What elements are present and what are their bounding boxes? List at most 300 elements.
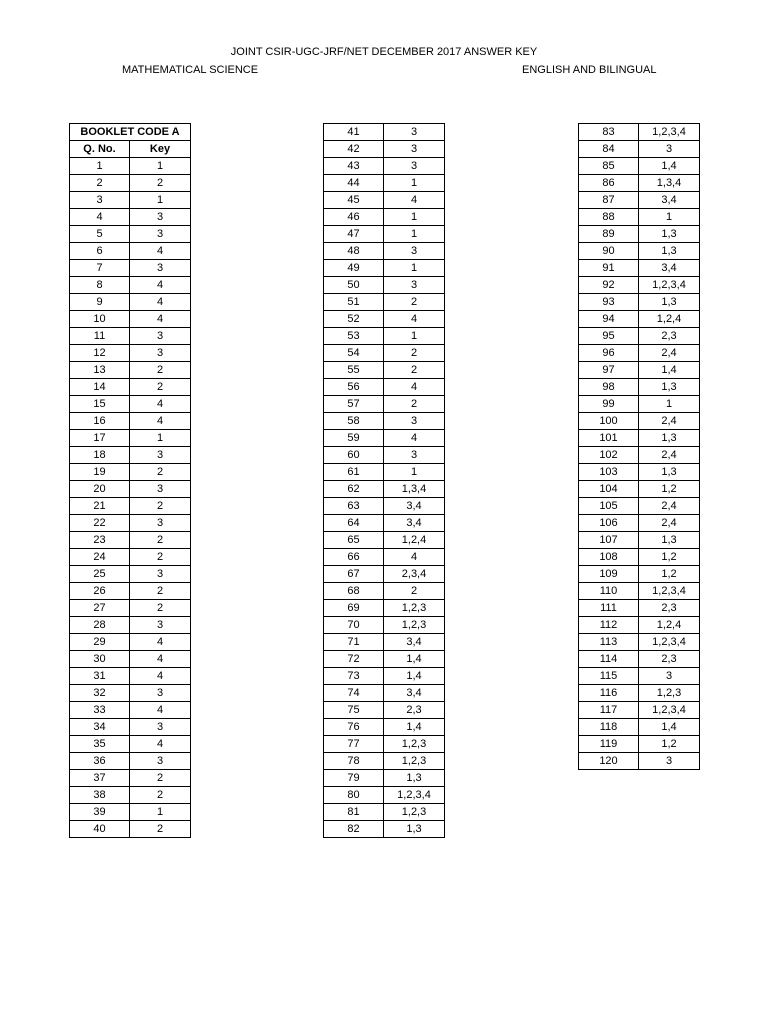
- question-number-cell: 97: [579, 362, 639, 379]
- answer-key-cell: 3: [130, 481, 191, 498]
- answer-key-cell: 3,4: [384, 634, 445, 651]
- column-header-row: [70, 141, 191, 158]
- answer-key-cell: 3: [130, 617, 191, 634]
- table-row: [324, 124, 445, 141]
- answer-key-cell: 2,3,4: [384, 566, 445, 583]
- question-number-cell: 73: [324, 668, 384, 685]
- question-number-cell: 59: [324, 430, 384, 447]
- answer-key-cell: 3: [130, 719, 191, 736]
- question-number-cell: 19: [70, 464, 130, 481]
- table-row: [70, 668, 191, 685]
- answer-key-cell: 3: [384, 124, 445, 141]
- question-number-cell: 77: [324, 736, 384, 753]
- answer-key-table-3: [578, 123, 700, 770]
- answer-key-cell: 1: [639, 209, 700, 226]
- table-row: [70, 226, 191, 243]
- table-row: [579, 430, 700, 447]
- table-row: [579, 600, 700, 617]
- answer-key-cell: 4: [130, 277, 191, 294]
- answer-key-cell: 3: [130, 328, 191, 345]
- question-number-cell: 5: [70, 226, 130, 243]
- answer-key-cell: 3: [130, 566, 191, 583]
- table-row: [324, 311, 445, 328]
- question-number-cell: 75: [324, 702, 384, 719]
- answer-key-cell: 3: [130, 209, 191, 226]
- answer-key-cell: 1,4: [639, 719, 700, 736]
- answer-key-cell: 3: [130, 345, 191, 362]
- answer-key-cell: 4: [130, 736, 191, 753]
- answer-key-cell: 2: [130, 532, 191, 549]
- answer-key-cell: 1,3: [639, 243, 700, 260]
- table-row: [324, 277, 445, 294]
- table-row: [70, 719, 191, 736]
- table-row: [324, 209, 445, 226]
- question-number-cell: 64: [324, 515, 384, 532]
- answer-key-cell: 4: [130, 413, 191, 430]
- table-row: [70, 328, 191, 345]
- question-number-cell: 99: [579, 396, 639, 413]
- answer-key-cell: 1: [384, 175, 445, 192]
- answer-key-cell: 1,2,4: [639, 311, 700, 328]
- question-number-cell: 11: [70, 328, 130, 345]
- table-row: [324, 379, 445, 396]
- answer-key-cell: 1,2,3: [384, 600, 445, 617]
- table-row: [324, 634, 445, 651]
- question-number-cell: 58: [324, 413, 384, 430]
- table-row: [324, 821, 445, 838]
- answer-key-cell: 4: [130, 702, 191, 719]
- answer-key-cell: 1,3,4: [639, 175, 700, 192]
- question-number-cell: 25: [70, 566, 130, 583]
- answer-key-cell: 3,4: [639, 260, 700, 277]
- table-row: [579, 226, 700, 243]
- table-row: [70, 311, 191, 328]
- answer-key-cell: 1: [130, 430, 191, 447]
- question-number-cell: 96: [579, 345, 639, 362]
- table-row: [579, 141, 700, 158]
- table-row: [70, 260, 191, 277]
- table-row: [324, 430, 445, 447]
- answer-key-cell: 4: [384, 192, 445, 209]
- question-number-cell: 117: [579, 702, 639, 719]
- question-number-cell: 82: [324, 821, 384, 838]
- answer-key-cell: 4: [130, 668, 191, 685]
- answer-key-cell: 2: [130, 498, 191, 515]
- table-row: [324, 515, 445, 532]
- question-number-cell: 104: [579, 481, 639, 498]
- table-row: [70, 549, 191, 566]
- answer-key-cell: 3,4: [384, 515, 445, 532]
- table-row: [579, 651, 700, 668]
- table-row: [70, 175, 191, 192]
- question-number-cell: 32: [70, 685, 130, 702]
- answer-key-cell: 2,3: [639, 651, 700, 668]
- question-number-cell: 34: [70, 719, 130, 736]
- question-number-cell: 67: [324, 566, 384, 583]
- table-row: [579, 498, 700, 515]
- answer-key-cell: 1,2,3: [384, 736, 445, 753]
- question-number-cell: 23: [70, 532, 130, 549]
- question-number-cell: 84: [579, 141, 639, 158]
- table-row: [70, 617, 191, 634]
- table-row: [70, 481, 191, 498]
- question-number-cell: 46: [324, 209, 384, 226]
- table-row: [324, 668, 445, 685]
- question-number-cell: 108: [579, 549, 639, 566]
- answer-key-cell: 2: [384, 362, 445, 379]
- answer-key-table-2: [323, 123, 445, 838]
- table-row: [70, 498, 191, 515]
- answer-key-cell: 1,2: [639, 736, 700, 753]
- question-number-cell: 6: [70, 243, 130, 260]
- answer-key-cell: 2,4: [639, 413, 700, 430]
- answer-key-cell: 1: [130, 192, 191, 209]
- answer-key-cell: 3,4: [639, 192, 700, 209]
- document-title: JOINT CSIR-UGC-JRF/NET DECEMBER 2017 ANSWER KEY: [230, 46, 538, 58]
- table-row: [324, 464, 445, 481]
- answer-key-cell: 1: [639, 396, 700, 413]
- answer-key-cell: 2: [130, 362, 191, 379]
- answer-key-cell: 3: [130, 260, 191, 277]
- table-row: [579, 294, 700, 311]
- answer-key-cell: 1,2,3,4: [639, 124, 700, 141]
- table-row: [70, 158, 191, 175]
- table-row: [324, 294, 445, 311]
- table-row: [70, 753, 191, 770]
- question-number-cell: 52: [324, 311, 384, 328]
- qno-column-header: Q. No.: [70, 141, 130, 158]
- question-number-cell: 53: [324, 328, 384, 345]
- answer-key-cell: 2,3: [639, 600, 700, 617]
- table-row: [579, 447, 700, 464]
- table-row: [579, 362, 700, 379]
- answer-key-cell: 1,4: [384, 668, 445, 685]
- question-number-cell: 7: [70, 260, 130, 277]
- question-number-cell: 61: [324, 464, 384, 481]
- answer-key-cell: 1: [130, 158, 191, 175]
- answer-key-cell: 1,2,4: [639, 617, 700, 634]
- answer-key-cell: 4: [130, 651, 191, 668]
- answer-key-cell: 4: [130, 396, 191, 413]
- answer-key-cell: 1,3: [384, 821, 445, 838]
- answer-key-cell: 2: [384, 583, 445, 600]
- table-row: [579, 566, 700, 583]
- table-row: [579, 124, 700, 141]
- question-number-cell: 12: [70, 345, 130, 362]
- answer-key-cell: 1,3: [639, 379, 700, 396]
- question-number-cell: 71: [324, 634, 384, 651]
- table-row: [324, 532, 445, 549]
- answer-key-cell: 2,4: [639, 447, 700, 464]
- question-number-cell: 120: [579, 753, 639, 770]
- question-number-cell: 39: [70, 804, 130, 821]
- answer-key-cell: 2: [130, 583, 191, 600]
- question-number-cell: 47: [324, 226, 384, 243]
- question-number-cell: 16: [70, 413, 130, 430]
- table-row: [579, 617, 700, 634]
- answer-key-cell: 1,2,3,4: [639, 583, 700, 600]
- question-number-cell: 113: [579, 634, 639, 651]
- question-number-cell: 28: [70, 617, 130, 634]
- answer-key-cell: 1,2,3: [384, 804, 445, 821]
- question-number-cell: 89: [579, 226, 639, 243]
- table-row: [579, 702, 700, 719]
- answer-key-cell: 2: [130, 175, 191, 192]
- answer-key-cell: 1: [384, 328, 445, 345]
- question-number-cell: 116: [579, 685, 639, 702]
- answer-key-cell: 2: [130, 464, 191, 481]
- key-column-header: Key: [130, 141, 191, 158]
- question-number-cell: 86: [579, 175, 639, 192]
- table-row: [70, 634, 191, 651]
- table-row: [324, 260, 445, 277]
- table-row: [324, 141, 445, 158]
- answer-key-cell: 4: [384, 311, 445, 328]
- table-row: [324, 651, 445, 668]
- answer-key-cell: 3: [130, 447, 191, 464]
- booklet-code-header: BOOKLET CODE A: [70, 124, 191, 141]
- answer-key-cell: 1,2,3,4: [639, 702, 700, 719]
- table-row: [70, 821, 191, 838]
- answer-key-cell: 3: [130, 685, 191, 702]
- question-number-cell: 8: [70, 277, 130, 294]
- question-number-cell: 63: [324, 498, 384, 515]
- table-row: [579, 736, 700, 753]
- table-row: [70, 294, 191, 311]
- table-row: [579, 158, 700, 175]
- table-row: [579, 634, 700, 651]
- table-row: [579, 243, 700, 260]
- table-row: [70, 345, 191, 362]
- table-row: [324, 787, 445, 804]
- answer-key-cell: 1,3: [384, 770, 445, 787]
- table-row: [579, 260, 700, 277]
- answer-key-cell: 3: [384, 413, 445, 430]
- question-number-cell: 30: [70, 651, 130, 668]
- question-number-cell: 1: [70, 158, 130, 175]
- answer-key-cell: 1,2,3: [384, 753, 445, 770]
- table-row: [70, 804, 191, 821]
- subject-label: MATHEMATICAL SCIENCE: [122, 64, 259, 76]
- table-row: [324, 702, 445, 719]
- question-number-cell: 40: [70, 821, 130, 838]
- table-row: [579, 549, 700, 566]
- table-row: [70, 413, 191, 430]
- answer-key-cell: 3: [384, 141, 445, 158]
- table-row: [70, 702, 191, 719]
- table-row: [70, 464, 191, 481]
- answer-key-cell: 1,4: [639, 362, 700, 379]
- question-number-cell: 44: [324, 175, 384, 192]
- table-row: [70, 379, 191, 396]
- answer-key-cell: 2: [130, 821, 191, 838]
- question-number-cell: 49: [324, 260, 384, 277]
- answer-key-cell: 1,2,3,4: [639, 634, 700, 651]
- question-number-cell: 62: [324, 481, 384, 498]
- answer-key-cell: 3: [384, 277, 445, 294]
- answer-key-cell: 2,4: [639, 345, 700, 362]
- answer-key-cell: 3: [130, 753, 191, 770]
- table-row: [324, 804, 445, 821]
- answer-key-cell: 1,4: [639, 158, 700, 175]
- question-number-cell: 66: [324, 549, 384, 566]
- answer-key-cell: 2,4: [639, 515, 700, 532]
- table-row: [324, 600, 445, 617]
- table-row: [579, 753, 700, 770]
- question-number-cell: 79: [324, 770, 384, 787]
- table-row: [70, 430, 191, 447]
- question-number-cell: 13: [70, 362, 130, 379]
- table-row: [579, 311, 700, 328]
- answer-key-cell: 1,3: [639, 430, 700, 447]
- answer-key-cell: 1,2,3,4: [384, 787, 445, 804]
- answer-key-cell: 2: [130, 600, 191, 617]
- question-number-cell: 33: [70, 702, 130, 719]
- question-number-cell: 45: [324, 192, 384, 209]
- table-row: [324, 396, 445, 413]
- answer-key-cell: 1,2: [639, 566, 700, 583]
- table-row: [579, 685, 700, 702]
- answer-key-cell: 3: [384, 243, 445, 260]
- question-number-cell: 37: [70, 770, 130, 787]
- answer-key-cell: 4: [384, 549, 445, 566]
- table-row: [324, 226, 445, 243]
- table-row: [579, 396, 700, 413]
- answer-key-cell: 1: [130, 804, 191, 821]
- answer-key-cell: 1,2,4: [384, 532, 445, 549]
- answer-key-cell: 2: [130, 787, 191, 804]
- table-row: [579, 668, 700, 685]
- question-number-cell: 115: [579, 668, 639, 685]
- table-row: [324, 498, 445, 515]
- answer-key-cell: 1,2: [639, 481, 700, 498]
- question-number-cell: 56: [324, 379, 384, 396]
- table-row: [324, 770, 445, 787]
- answer-key-cell: 3: [130, 226, 191, 243]
- answer-key-cell: 1,2,3: [384, 617, 445, 634]
- answer-key-cell: 1,2,3,4: [639, 277, 700, 294]
- answer-key-cell: 2: [384, 294, 445, 311]
- answer-key-cell: 1: [384, 226, 445, 243]
- table-row: [70, 277, 191, 294]
- question-number-cell: 29: [70, 634, 130, 651]
- table-row: [324, 328, 445, 345]
- question-number-cell: 94: [579, 311, 639, 328]
- question-number-cell: 17: [70, 430, 130, 447]
- question-number-cell: 90: [579, 243, 639, 260]
- question-number-cell: 48: [324, 243, 384, 260]
- answer-key-cell: 2: [384, 345, 445, 362]
- answer-key-cell: 1,2,3: [639, 685, 700, 702]
- table-row: [70, 192, 191, 209]
- question-number-cell: 14: [70, 379, 130, 396]
- table-row: [70, 787, 191, 804]
- question-number-cell: 74: [324, 685, 384, 702]
- answer-key-cell: 1,4: [384, 651, 445, 668]
- table-row: [579, 532, 700, 549]
- table-row: [70, 651, 191, 668]
- question-number-cell: 109: [579, 566, 639, 583]
- question-number-cell: 92: [579, 277, 639, 294]
- question-number-cell: 95: [579, 328, 639, 345]
- answer-key-cell: 1,3: [639, 464, 700, 481]
- question-number-cell: 4: [70, 209, 130, 226]
- answer-key-cell: 1: [384, 464, 445, 481]
- answer-key-cell: 2,4: [639, 498, 700, 515]
- answer-key-cell: 2,3: [384, 702, 445, 719]
- answer-key-cell: 2: [130, 549, 191, 566]
- answer-key-cell: 3: [639, 753, 700, 770]
- table-row: [579, 209, 700, 226]
- table-row: [579, 481, 700, 498]
- answer-key-cell: 4: [130, 294, 191, 311]
- question-number-cell: 36: [70, 753, 130, 770]
- table-row: [579, 515, 700, 532]
- table-row: [324, 549, 445, 566]
- question-number-cell: 78: [324, 753, 384, 770]
- answer-key-cell: 4: [130, 634, 191, 651]
- answer-key-cell: 2: [130, 770, 191, 787]
- question-number-cell: 2: [70, 175, 130, 192]
- table-row: [324, 566, 445, 583]
- table-row: [324, 158, 445, 175]
- answer-key-cell: 4: [384, 379, 445, 396]
- question-number-cell: 81: [324, 804, 384, 821]
- question-number-cell: 26: [70, 583, 130, 600]
- table-row: [579, 379, 700, 396]
- question-number-cell: 60: [324, 447, 384, 464]
- answer-key-cell: 1,3: [639, 294, 700, 311]
- table-row: [324, 362, 445, 379]
- table-row: [70, 515, 191, 532]
- question-number-cell: 10: [70, 311, 130, 328]
- question-number-cell: 112: [579, 617, 639, 634]
- question-number-cell: 83: [579, 124, 639, 141]
- table-row: [579, 192, 700, 209]
- question-number-cell: 93: [579, 294, 639, 311]
- table-row: [579, 719, 700, 736]
- question-number-cell: 41: [324, 124, 384, 141]
- answer-key-cell: 2,3: [639, 328, 700, 345]
- table-row: [70, 685, 191, 702]
- question-number-cell: 38: [70, 787, 130, 804]
- answer-key-cell: 3: [384, 447, 445, 464]
- answer-key-cell: 1,3: [639, 532, 700, 549]
- table-row: [324, 345, 445, 362]
- table-row: [70, 566, 191, 583]
- table-row: [579, 413, 700, 430]
- table-row: [324, 481, 445, 498]
- table-row: [324, 719, 445, 736]
- question-number-cell: 57: [324, 396, 384, 413]
- answer-key-cell: 3: [639, 668, 700, 685]
- table-row: [324, 583, 445, 600]
- table-row: [70, 600, 191, 617]
- table-row: [579, 277, 700, 294]
- question-number-cell: 18: [70, 447, 130, 464]
- answer-key-cell: 3: [639, 141, 700, 158]
- table-row: [70, 736, 191, 753]
- question-number-cell: 70: [324, 617, 384, 634]
- answer-key-cell: 3,4: [384, 498, 445, 515]
- question-number-cell: 21: [70, 498, 130, 515]
- question-number-cell: 42: [324, 141, 384, 158]
- table-row: [324, 413, 445, 430]
- question-number-cell: 55: [324, 362, 384, 379]
- question-number-cell: 15: [70, 396, 130, 413]
- answer-key-cell: 4: [130, 311, 191, 328]
- question-number-cell: 103: [579, 464, 639, 481]
